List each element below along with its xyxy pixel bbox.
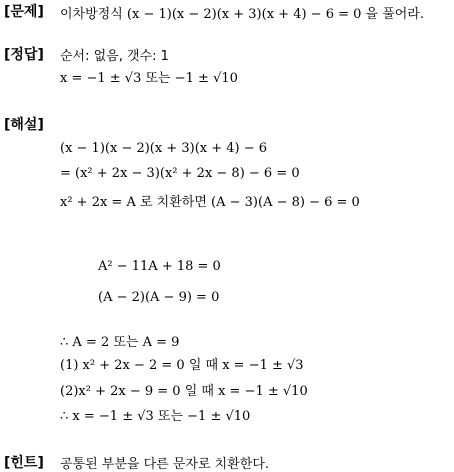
hint-text: 공통된 부분을 다른 문자로 치환한다.: [60, 457, 270, 472]
solution-final: ∴ x = −1 ± √3 또는 −1 ± √10: [60, 409, 251, 424]
solution-line-3: x² + 2x = A 로 치환하면 (A − 3)(A − 8) − 6 = 0: [60, 195, 360, 210]
solution-case-2: (2)x² + 2x − 9 = 0 일 때 x = −1 ± √10: [60, 384, 308, 399]
solution-label: [해설]: [4, 117, 44, 133]
problem-text: 이차방정식 (x − 1)(x − 2)(x + 3)(x + 4) − 6 = 0 을 풀어라.: [60, 7, 425, 22]
solution-case-1: (1) x² + 2x − 2 = 0 일 때 x = −1 ± √3: [60, 358, 304, 373]
hint-label: [힌트]: [4, 455, 44, 471]
solution-factored-a: (A − 2)(A − 9) = 0: [98, 290, 220, 305]
solution-a-values: ∴ A = 2 또는 A = 9: [60, 335, 180, 350]
solution-line-2: = (x² + 2x − 3)(x² + 2x − 8) − 6 = 0: [60, 166, 300, 181]
answer-solutions: x = −1 ± √3 또는 −1 ± √10: [60, 71, 238, 86]
answer-order-count: 순서: 없음, 갯수: 1: [60, 49, 169, 64]
solution-quadratic-in-a: A² − 11A + 18 = 0: [98, 259, 221, 274]
problem-label: [문제]: [4, 4, 44, 20]
solution-line-1: (x − 1)(x − 2)(x + 3)(x + 4) − 6: [60, 141, 268, 156]
answer-label: [정답]: [4, 47, 44, 63]
